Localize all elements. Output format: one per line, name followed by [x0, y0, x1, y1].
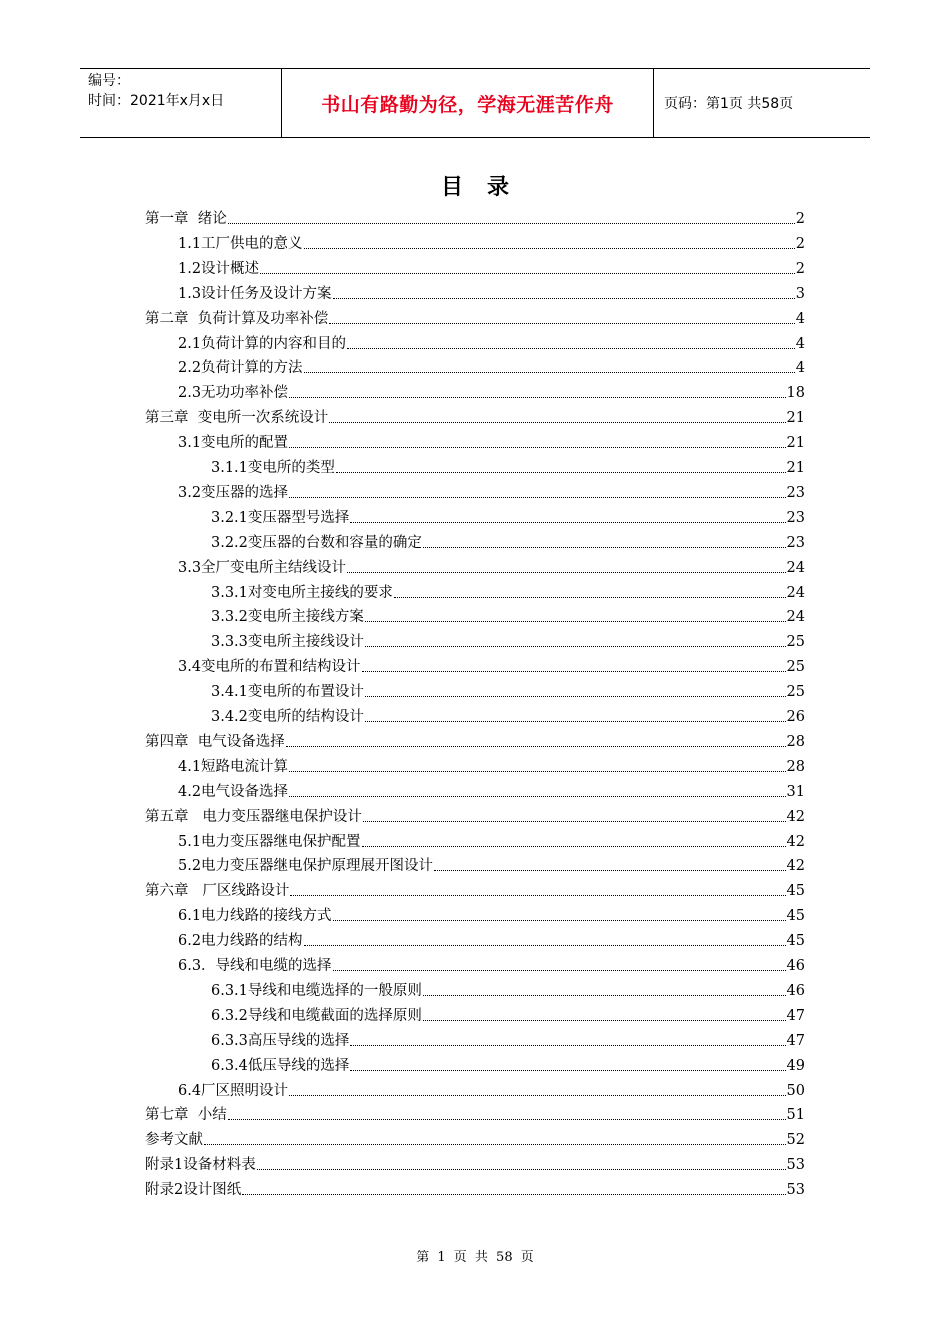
toc-entry-title: 第六章 厂区线路设计 [145, 883, 290, 900]
toc-entry-page: 24 [786, 609, 805, 626]
toc-entry-page: 25 [786, 659, 805, 676]
toc-entry[interactable] [145, 1104, 805, 1126]
toc-entry-title: 第三章 变电所一次系统设计 [145, 410, 329, 427]
toc-leader-dots [204, 1143, 786, 1145]
toc-entry-title: 3.2.1变压器型号选择 [211, 509, 350, 526]
toc-entry[interactable] [178, 233, 805, 255]
toc-entry-title: 2.3无功功率补偿 [178, 385, 289, 402]
toc-entry[interactable] [211, 706, 805, 728]
toc-leader-dots [329, 421, 785, 423]
header-motto-cell [281, 69, 654, 137]
toc-entry-page: 49 [786, 1057, 805, 1074]
toc-leader-dots [362, 845, 786, 847]
toc-entry-page: 24 [786, 559, 805, 576]
toc-entry[interactable] [178, 258, 805, 280]
toc-entry-title: 6.2电力线路的结构 [178, 933, 303, 950]
toc-entry-title: 6.3.3高压导线的选择 [211, 1032, 350, 1049]
toc-entry-page: 53 [786, 1157, 805, 1174]
toc-leader-dots [350, 1044, 785, 1046]
toc-entry[interactable] [178, 905, 805, 927]
toc-entry-title: 3.4.1变电所的布置设计 [211, 684, 364, 701]
toc-entry-page: 4 [795, 310, 805, 327]
toc-entry-page: 18 [786, 385, 805, 402]
toc-entry-page: 25 [786, 634, 805, 651]
toc-leader-dots [260, 272, 795, 274]
toc-entry-page: 21 [786, 435, 805, 452]
motto: 书山有路勤为径，学海无涯苦作舟 [321, 93, 614, 116]
toc-entry-page: 45 [786, 883, 805, 900]
toc-leader-dots [350, 521, 785, 523]
toc-entry-title: 4.2电气设备选择 [178, 783, 289, 800]
toc-entry-page: 2 [795, 235, 805, 252]
toc-leader-dots [365, 720, 786, 722]
toc-entry[interactable] [178, 831, 805, 853]
toc-entry[interactable] [145, 880, 805, 902]
toc-leader-dots [304, 944, 786, 946]
toc-entry-title: 第二章 负荷计算及功率补偿 [145, 310, 329, 327]
toc-entry-title: 3.1变电所的配置 [178, 435, 289, 452]
toc-entry-title: 参考文献 [145, 1132, 203, 1149]
toc-entry-page: 51 [786, 1107, 805, 1124]
toc-entry-page: 31 [786, 783, 805, 800]
toc-entry-title: 3.3.3变电所主接线设计 [211, 634, 364, 651]
toc-entry-title: 6.4厂区照明设计 [178, 1082, 289, 1099]
toc-entry-title: 第四章 电气设备选择 [145, 733, 285, 750]
toc-entry-page: 4 [795, 335, 805, 352]
toc-entry[interactable] [178, 557, 805, 579]
toc-entry[interactable] [178, 855, 805, 877]
toc-entry[interactable] [145, 1154, 805, 1176]
toc-entry-page: 46 [786, 982, 805, 999]
toc-entry-page: 21 [786, 460, 805, 476]
time-label: 时间：2021年x月x日 [88, 93, 225, 109]
toc-entry[interactable] [178, 382, 805, 404]
toc-entry-page: 24 [786, 584, 805, 601]
toc-entry-title: 3.4.2变电所的结构设计 [211, 709, 364, 725]
toc-entry-page: 23 [786, 534, 805, 551]
toc-entry-title: 6.3．导线和电缆的选择 [178, 958, 332, 974]
toc-entry-title: 3.4变电所的布置和结构设计 [178, 659, 361, 676]
toc-entry[interactable] [145, 1129, 805, 1151]
toc-entry-page: 28 [786, 758, 805, 775]
toc-entry-title: 2.2负荷计算的方法 [178, 360, 303, 377]
toc-leader-dots [228, 222, 795, 224]
toc-entry-page: 46 [786, 958, 805, 974]
toc-entry-title: 2.1负荷计算的内容和目的 [178, 335, 347, 352]
toc-leader-dots [333, 969, 786, 971]
toc-leader-dots [304, 371, 795, 373]
toc-leader-dots [365, 645, 786, 647]
toc-leader-dots [350, 1069, 785, 1071]
toc-entry-page: 4 [795, 360, 805, 377]
toc-entry-page: 2 [795, 260, 805, 277]
toc-entry[interactable] [178, 432, 805, 454]
toc-entry[interactable] [178, 1080, 805, 1102]
toc-leader-dots [365, 695, 786, 697]
toc-entry[interactable] [145, 731, 805, 753]
header-page-cell [654, 69, 870, 137]
toc-entry-title: 第五章 电力变压器继电保护设计 [145, 808, 362, 825]
toc-entry-title: 3.2变压器的选择 [178, 484, 289, 501]
toc-entry-page: 47 [786, 1007, 805, 1024]
toc-leader-dots [290, 894, 785, 896]
page-label: 页码：第1页 共58页 [664, 96, 794, 112]
toc-entry[interactable] [178, 656, 805, 678]
toc-entry-title: 4.1短路电流计算 [178, 758, 289, 775]
toc-entry-title: 1.2设计概述 [178, 260, 260, 277]
toc-entry[interactable] [145, 1179, 805, 1201]
toc-entry[interactable] [178, 283, 805, 305]
toc-leader-dots [228, 1118, 786, 1120]
toc-entry-title: 1.3设计任务及设计方案 [178, 285, 332, 302]
toc-leader-dots [329, 322, 795, 324]
toc-entry-page: 52 [786, 1132, 805, 1149]
toc-leader-dots [423, 546, 786, 548]
toc-entry[interactable] [211, 1055, 805, 1077]
toc-entry-title: 3.1.1变电所的类型 [211, 460, 335, 476]
toc-leader-dots [304, 247, 795, 249]
toc-entry-title: 附录1设备材料表 [145, 1157, 256, 1174]
toc-leader-dots [423, 994, 786, 996]
toc-entry-title: 5.1电力变压器继电保护配置 [178, 833, 361, 850]
toc-entry-page: 26 [786, 709, 805, 725]
toc-leader-dots [289, 1094, 785, 1096]
toc-entry-page: 23 [786, 484, 805, 501]
toc-entry-title: 6.1电力线路的接线方式 [178, 908, 332, 925]
toc-entry[interactable] [145, 806, 805, 828]
toc-entry-page: 42 [786, 833, 805, 850]
toc-entry[interactable] [178, 482, 805, 504]
toc-entry-page: 42 [786, 808, 805, 825]
toc-entry[interactable] [211, 532, 805, 554]
toc-entry-page: 45 [786, 933, 805, 950]
toc-title: 目录 [440, 175, 533, 200]
toc-leader-dots [289, 446, 785, 448]
toc-entry[interactable] [178, 955, 805, 977]
toc-entry[interactable] [211, 457, 805, 479]
toc-entry-page: 53 [786, 1182, 805, 1199]
toc-entry-title: 3.3全厂变电所主结线设计 [178, 559, 347, 576]
toc-leader-dots [363, 820, 786, 822]
toc-entry[interactable] [211, 631, 805, 653]
toc-entry-title: 3.3.1对变电所主接线的要求 [211, 584, 393, 601]
toc-entry[interactable] [211, 606, 805, 628]
toc-leader-dots [289, 396, 785, 398]
toc-entry-title: 3.2.2变压器的台数和容量的确定 [211, 534, 422, 551]
toc-entry[interactable] [178, 781, 805, 803]
toc-entry[interactable] [211, 1005, 805, 1027]
toc-entry-page: 47 [786, 1032, 805, 1049]
toc-entry-title: 6.3.4低压导线的选择 [211, 1057, 350, 1074]
toc-leader-dots [365, 620, 786, 622]
toc-entry-page: 2 [795, 211, 805, 227]
toc-leader-dots [242, 1193, 785, 1195]
toc-leader-dots [333, 919, 786, 921]
toc-entry-title: 6.3.1导线和电缆选择的一般原则 [211, 982, 422, 999]
toc-entry[interactable] [178, 333, 805, 355]
document-header [80, 68, 870, 138]
toc-leader-dots [289, 770, 785, 772]
toc-entry-title: 第一章 绪论 [145, 211, 227, 227]
toc-leader-dots [362, 670, 786, 672]
toc-leader-dots [289, 795, 785, 797]
toc-leader-dots [289, 496, 785, 498]
toc-entry[interactable] [145, 308, 805, 330]
toc-entry-title: 1.1工厂供电的意义 [178, 235, 303, 252]
toc-entry[interactable] [211, 1030, 805, 1052]
number-label: 编号： [88, 73, 130, 89]
toc-leader-dots [347, 571, 785, 573]
toc-entry-title: 附录2设计图纸 [145, 1182, 242, 1199]
toc-entry-page: 28 [786, 733, 805, 750]
toc-leader-dots [286, 745, 786, 747]
toc-leader-dots [394, 596, 786, 598]
toc-entry[interactable] [211, 980, 805, 1002]
toc-entry-title: 6.3.2导线和电缆截面的选择原则 [211, 1007, 422, 1024]
toc-entry[interactable] [178, 930, 805, 952]
header-meta-cell [80, 69, 281, 137]
toc-entry-page: 21 [786, 410, 805, 427]
toc-entry-title: 5.2电力变压器继电保护原理展开图设计 [178, 858, 434, 875]
toc-entry-page: 25 [786, 684, 805, 701]
toc-entry[interactable] [178, 756, 805, 778]
page-footer: 第 1 页 共 58 页 [416, 1250, 534, 1265]
toc-entry-title: 3.3.2变电所主接线方案 [211, 609, 364, 626]
toc-entry[interactable] [178, 357, 805, 379]
toc-entry[interactable] [211, 507, 805, 529]
toc-entry[interactable] [145, 407, 805, 429]
toc-entry[interactable] [211, 681, 805, 703]
toc-entry-page: 45 [786, 908, 805, 925]
toc-leader-dots [333, 297, 795, 299]
toc-leader-dots [336, 471, 786, 473]
toc-entry[interactable] [145, 208, 805, 230]
toc-entry-page: 50 [786, 1082, 805, 1099]
toc-leader-dots [423, 1019, 786, 1021]
toc-entry-page: 42 [786, 858, 805, 875]
toc-entry-title: 第七章 小结 [145, 1107, 227, 1124]
toc-leader-dots [257, 1168, 786, 1170]
toc-entry-page: 23 [786, 509, 805, 526]
toc-entry-page: 3 [795, 285, 805, 302]
toc-entry[interactable] [211, 582, 805, 604]
toc-leader-dots [434, 869, 785, 871]
toc-leader-dots [347, 347, 795, 349]
